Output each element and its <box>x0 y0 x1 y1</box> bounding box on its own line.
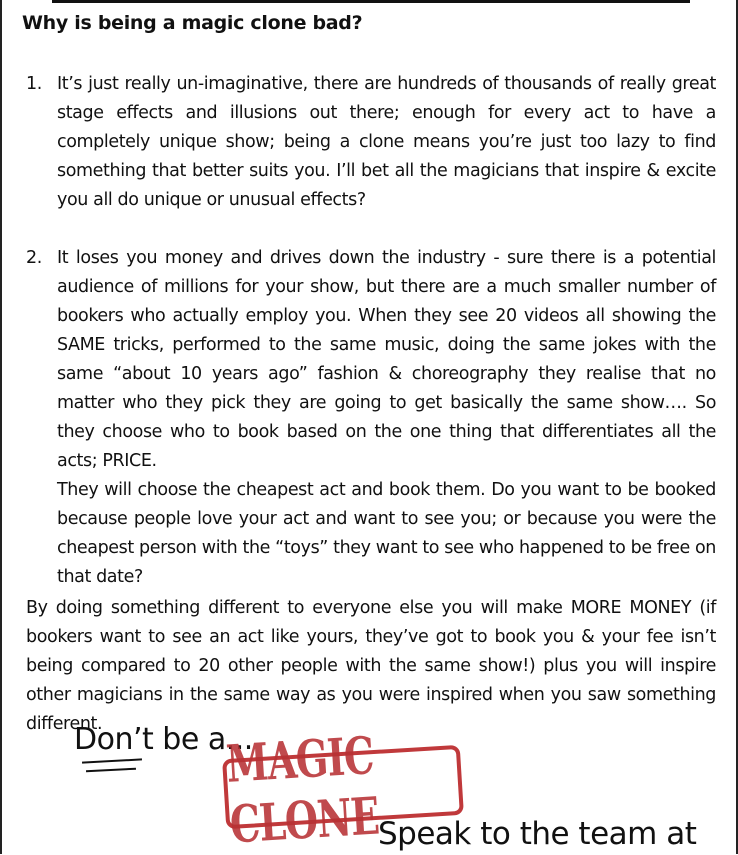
underline-stroke-icon <box>82 758 142 763</box>
reason-text: It loses you money and drives down the industry - sure there is a potential audience of millions for your show, but there are a much smaller number of bookers who actually employ you. When they see 20 videos all showing the SAME tricks, performed to the same music, doing the same jokes with the same “about 10 years ago” fashion & choreography they realise that no matter who they pick they are going to get basically the same show…. So they choose who to book based on the one thing that differentiates all the acts; PRICE. <box>57 248 716 471</box>
reason-number: 1. <box>26 74 42 94</box>
reasons-list <box>26 70 716 592</box>
tagline-text: Don’t be a... <box>74 722 253 757</box>
top-divider-bar <box>52 0 690 3</box>
section-heading: Why is being a magic clone bad? <box>22 12 363 34</box>
call-to-action-text: Speak to the team at <box>378 816 697 852</box>
reason-item-1 <box>26 70 716 215</box>
reason-item-2 <box>26 244 716 592</box>
reason-text-continued: They will choose the cheapest act and book them. Do you want to be booked because people love your act and want to see you; or because you were the cheapest person with the “toys” they want to see who happened to be free on that date? <box>57 480 716 587</box>
conclusion-paragraph: By doing something different to everyone else you will make MORE MONEY (if bookers want to see an act like yours, they’ve got to book you & your fee isn’t being compared to 20 other people with the same show!) plus you will inspire other magicians in the same way as you were inspired when you saw something different. <box>26 598 716 734</box>
stamp-text: MAGIC CLONE <box>224 724 381 855</box>
reason-number: 2. <box>26 248 42 268</box>
underline-stroke-icon <box>86 768 136 773</box>
reason-text: It’s just really un-imaginative, there are hundreds of thousands of really great stage effects and illusions out there; enough for every act to have a completely unique show; being a clone means you’re just too lazy to find something that better suits you. I’ll bet all the magicians that inspire & excite you all do unique or unusual effects? <box>57 74 716 210</box>
